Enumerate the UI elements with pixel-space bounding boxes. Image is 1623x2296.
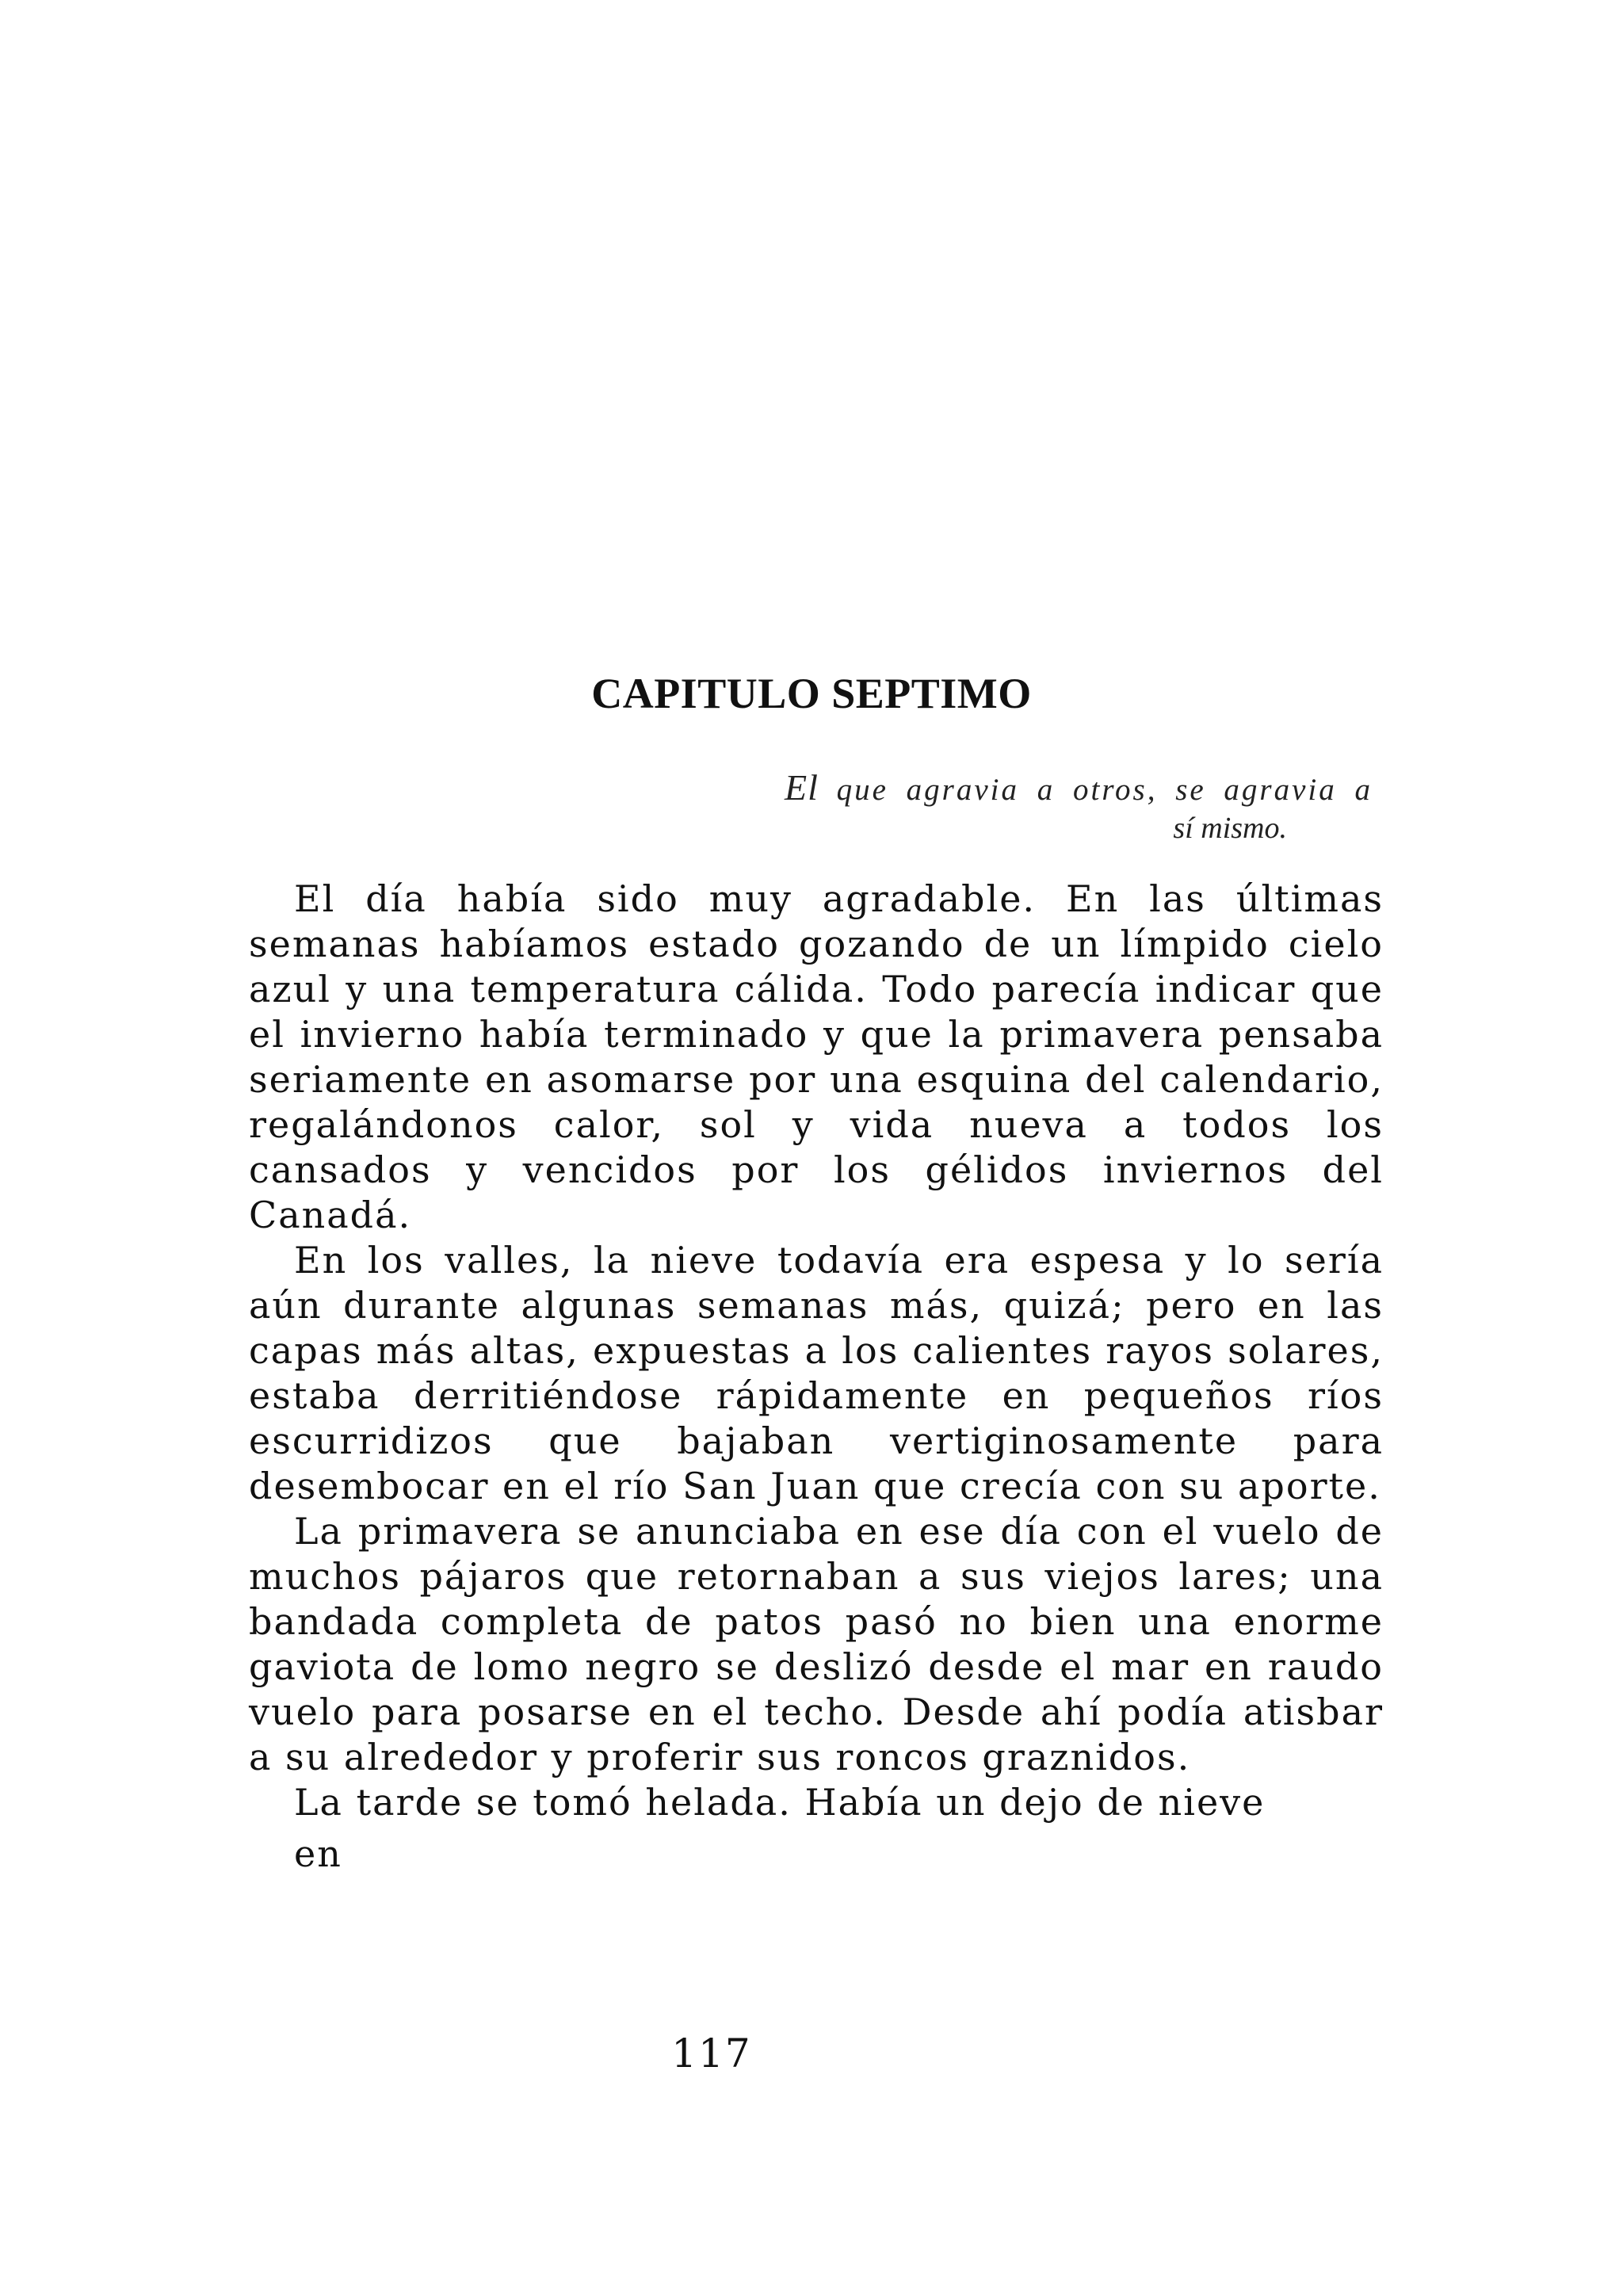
epigraph — [785, 766, 1373, 849]
paragraph-2: En los valles, la nieve todavía era espesa y lo sería aún durante algunas semanas más, quizá; pero en las capas más altas, expuestas a los calientes rayos solares, estaba derritiéndose rápidamente en pequeños ríos escurridizos que bajaban vertiginosamente para desembocar en el río San Juan que crecía con su aporte. — [249, 1239, 1384, 1507]
body-text — [249, 877, 1384, 1877]
epigraph-line-1 — [785, 766, 1373, 809]
chapter-title: CAPITULO SEPTIMO — [591, 670, 1032, 717]
paragraph-3: La primavera se anunciaba en ese día con el vuelo de muchos pájaros que retornaban a sus viejos lares; una bandada completa de patos pasó no bien una enorme gaviota de lomo negro se deslizó desde el mar en raudo vuelo para posarse en el techo. Desde ahí podía atisbar a su alrededor y proferir sus roncos graznidos. — [249, 1510, 1384, 1778]
paragraph-1: El día había sido muy agradable. En las últimas semanas habíamos estado gozando de un límpido cielo azul y una temperatura cálida. Todo parecía indicar que el invierno había terminado y que la primavera pensaba seriamente en asomarse por una esquina del calendario, regalándonos calor, sol y vida nueva a todos los cansados y vencidos por los gélidos inviernos del Canadá. — [249, 877, 1384, 1236]
paragraph-4-continuation: en — [294, 1832, 342, 1875]
epigraph-line-1-text: que agravia a otros, se agravia a — [818, 773, 1373, 807]
paragraph-4-line: La tarde se tomó helada. Había un dejo de nieve — [294, 1781, 1266, 1824]
epigraph-line-2: sí mismo. — [1173, 812, 1287, 846]
page-number: 117 — [671, 2030, 752, 2076]
epigraph-lead-word: El — [785, 767, 819, 808]
